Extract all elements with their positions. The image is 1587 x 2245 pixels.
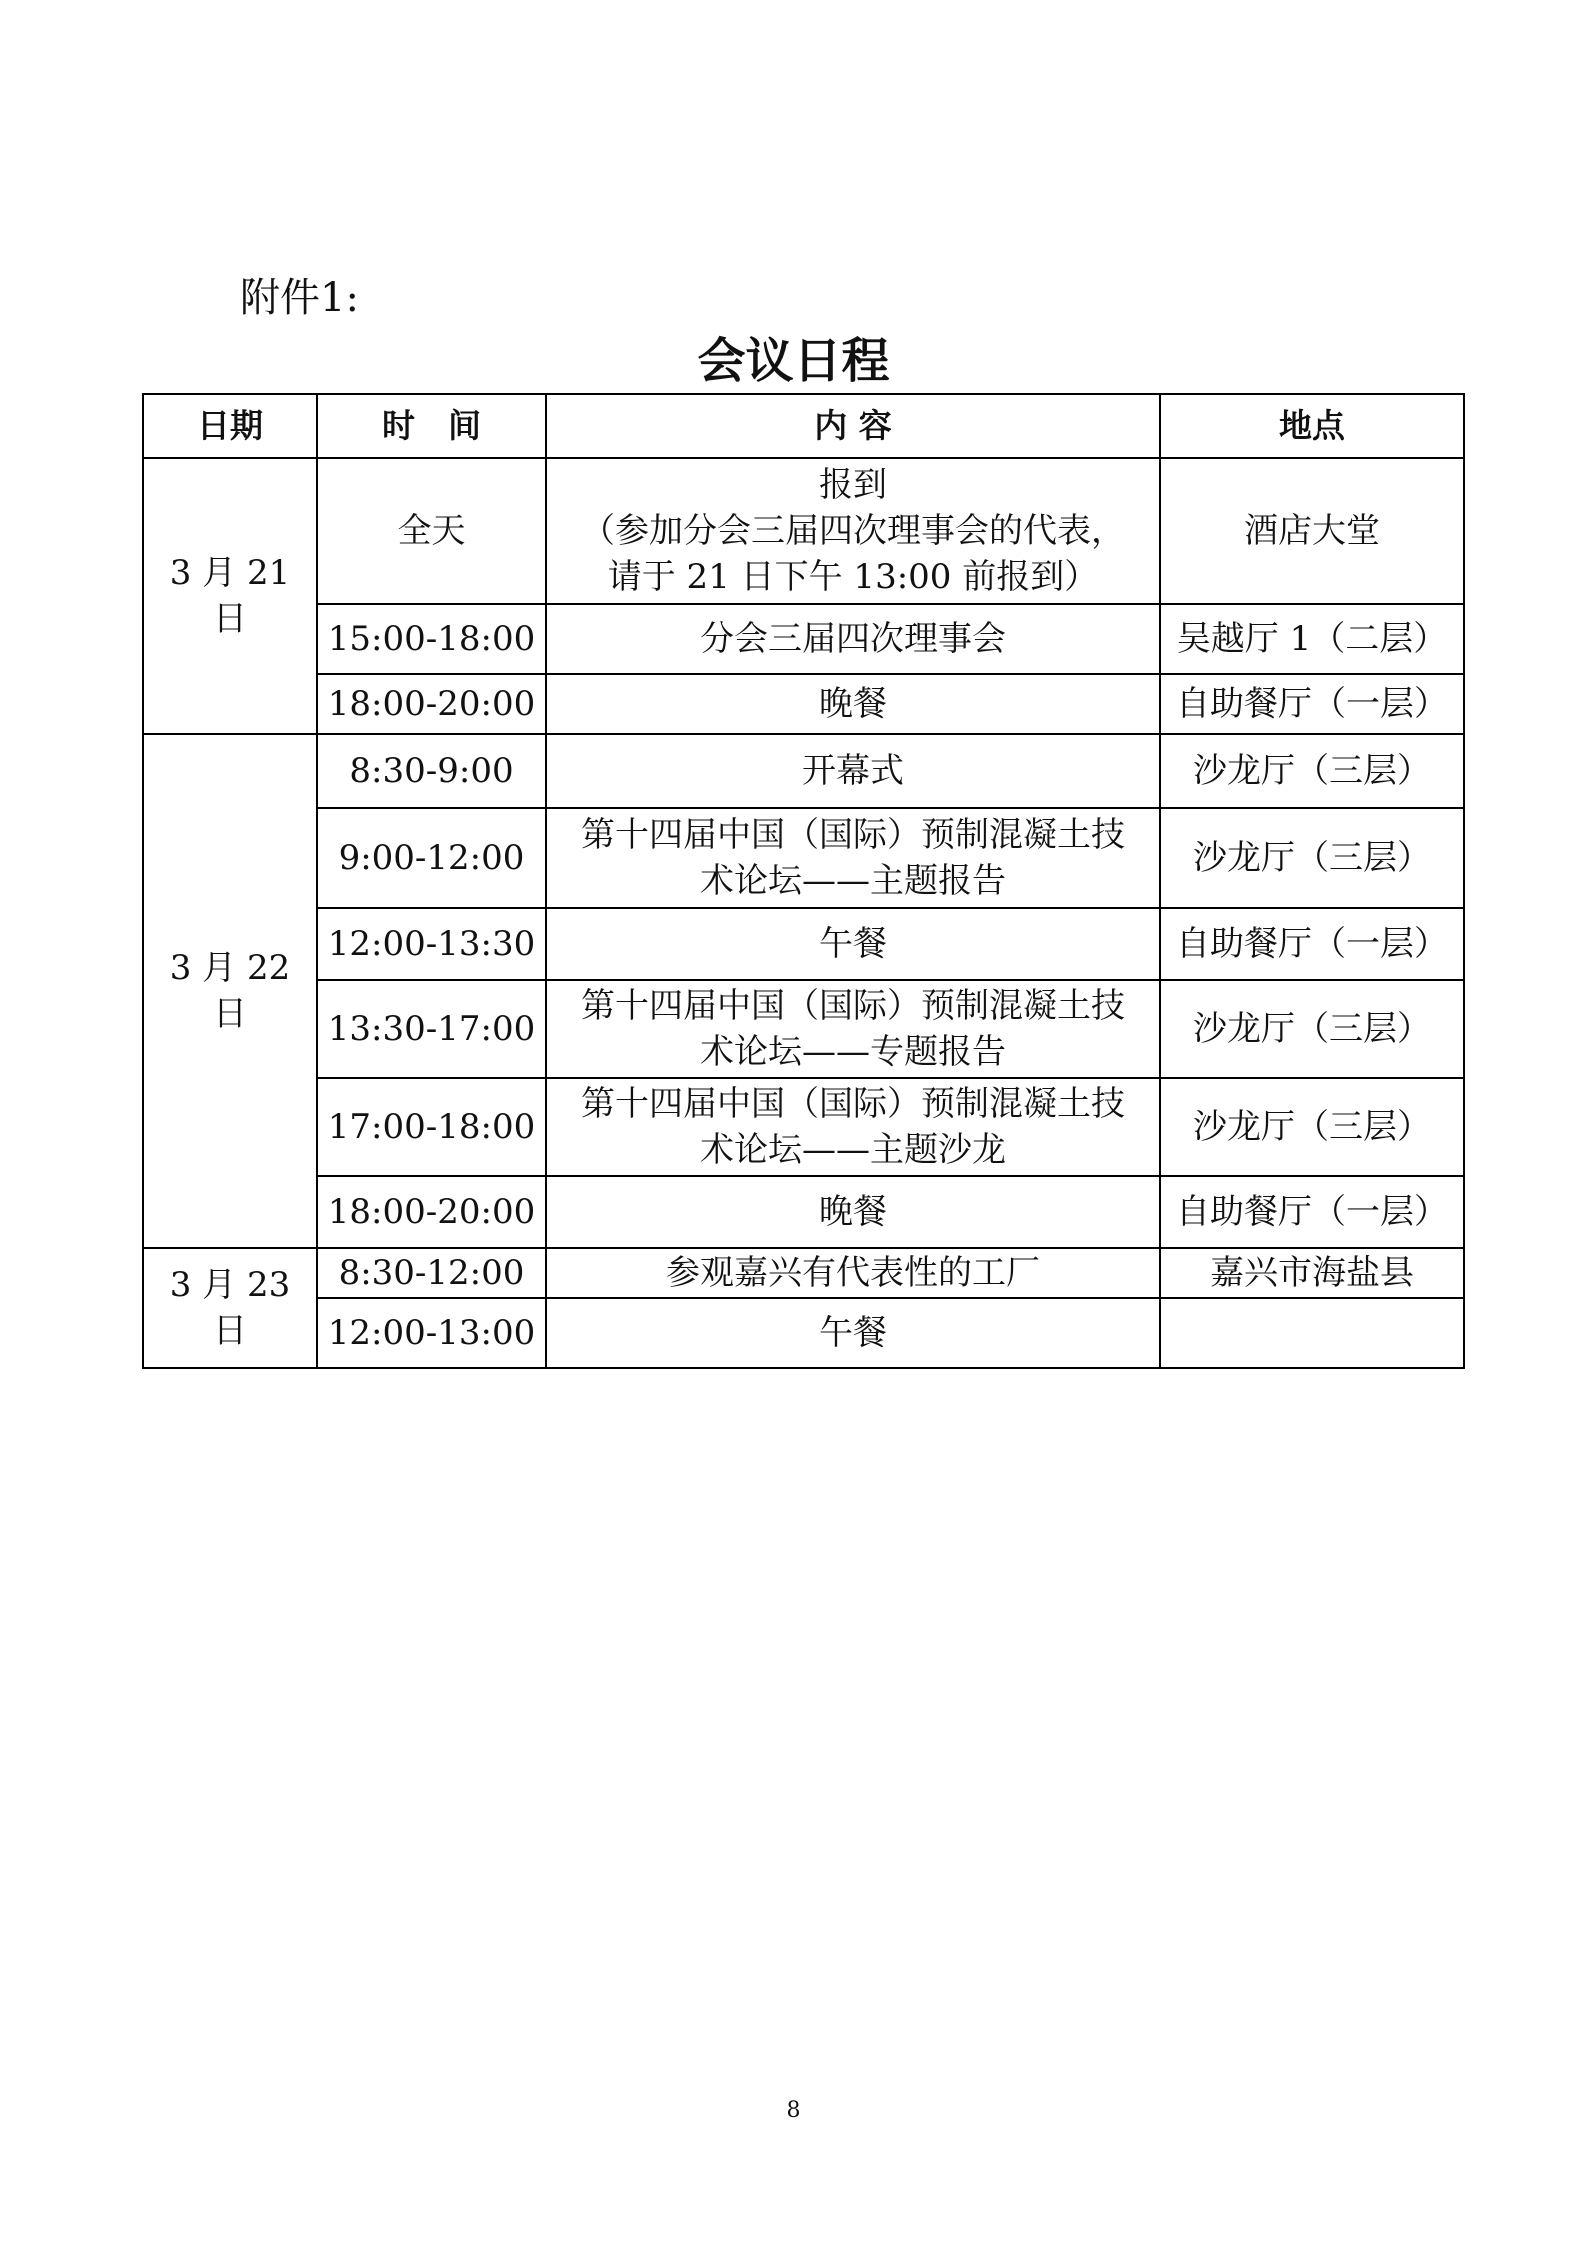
place-cell: 沙龙厅（三层） (1160, 808, 1464, 908)
time-cell: 8:30-9:00 (317, 734, 546, 808)
date-cell: 3 月 23 日 (143, 1248, 317, 1368)
place-cell: 嘉兴市海盐县 (1160, 1248, 1464, 1298)
document-title: 会议日程 (697, 333, 890, 389)
content-line: 请于 21 日下午 13:00 前报到） (607, 557, 1099, 597)
time-cell: 18:00-20:00 (317, 674, 546, 734)
time-cell: 9:00-12:00 (317, 808, 546, 908)
page-number: 8 (786, 2098, 801, 2123)
table-row (143, 1248, 1464, 1298)
place-cell: 吴越厅 1（二层） (1160, 604, 1464, 674)
content-cell: 参观嘉兴有代表性的工厂 (546, 1248, 1160, 1298)
content-line: 术论坛——主题沙龙 (700, 1130, 1006, 1170)
content-line: （参加分会三届四次理事会的代表， (581, 511, 1125, 551)
time-cell: 13:30-17:00 (317, 980, 546, 1078)
date-cell: 3 月 22 日 (143, 734, 317, 1248)
place-cell: 沙龙厅（三层） (1160, 734, 1464, 808)
content-cell: 分会三届四次理事会 (546, 604, 1160, 674)
content-cell (546, 1078, 1160, 1176)
content-cell: 晚餐 (546, 674, 1160, 734)
place-cell: 自助餐厅（一层） (1160, 674, 1464, 734)
content-line: 术论坛——主题报告 (700, 861, 1006, 901)
time-cell: 18:00-20:00 (317, 1176, 546, 1248)
time-cell: 8:30-12:00 (317, 1248, 546, 1298)
header-place: 地点 (1160, 394, 1464, 458)
place-cell: 沙龙厅（三层） (1160, 1078, 1464, 1176)
content-line: 报到 (819, 465, 887, 505)
content-cell (546, 808, 1160, 908)
content-line: 第十四届中国（国际）预制混凝土技 (581, 986, 1125, 1026)
content-cell: 开幕式 (546, 734, 1160, 808)
table-row (143, 1176, 1464, 1248)
table-row (143, 908, 1464, 980)
time-cell: 全天 (317, 458, 546, 604)
table-header-row (143, 394, 1464, 458)
content-cell: 晚餐 (546, 1176, 1160, 1248)
time-cell: 15:00-18:00 (317, 604, 546, 674)
content-line: 第十四届中国（国际）预制混凝土技 (581, 1084, 1125, 1124)
place-cell (1160, 1298, 1464, 1368)
content-line: 术论坛——专题报告 (700, 1032, 1006, 1072)
time-cell: 17:00-18:00 (317, 1078, 546, 1176)
time-cell: 12:00-13:30 (317, 908, 546, 980)
header-time: 时 间 (317, 394, 546, 458)
content-cell (546, 458, 1160, 604)
place-cell: 自助餐厅（一层） (1160, 1176, 1464, 1248)
content-line: 第十四届中国（国际）预制混凝土技 (581, 815, 1125, 855)
content-cell: 午餐 (546, 1298, 1160, 1368)
table-row (143, 604, 1464, 674)
table-row (143, 674, 1464, 734)
table-row (143, 1298, 1464, 1368)
place-cell: 酒店大堂 (1160, 458, 1464, 604)
table-row (143, 1078, 1464, 1176)
table-row (143, 980, 1464, 1078)
attachment-label: 附件1: (240, 275, 359, 321)
schedule-table (142, 393, 1465, 1369)
place-cell: 自助餐厅（一层） (1160, 908, 1464, 980)
time-cell: 12:00-13:00 (317, 1298, 546, 1368)
table-row (143, 458, 1464, 604)
place-cell: 沙龙厅（三层） (1160, 980, 1464, 1078)
content-cell: 午餐 (546, 908, 1160, 980)
table-row (143, 808, 1464, 908)
header-content: 内 容 (546, 394, 1160, 458)
table-row (143, 734, 1464, 808)
date-cell: 3 月 21 日 (143, 458, 317, 734)
header-date: 日期 (143, 394, 317, 458)
content-cell (546, 980, 1160, 1078)
